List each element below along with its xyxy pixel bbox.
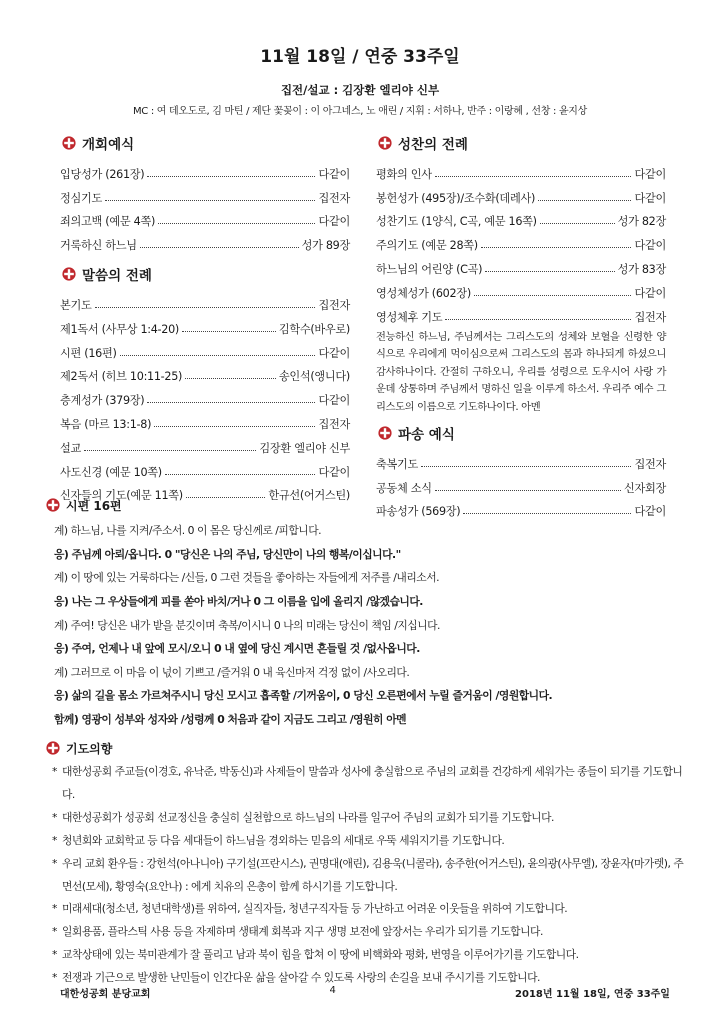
order-label: 성찬기도 (1양식, C곡, 예문 16쪽) xyxy=(376,215,537,229)
asterisk-icon: * xyxy=(52,948,57,962)
left-column xyxy=(60,128,350,503)
order-row xyxy=(60,158,350,182)
page-title: 11월 18일 / 연중 33주일 xyxy=(260,47,460,67)
order-row xyxy=(60,182,350,206)
order-value: 집전자 xyxy=(318,191,350,205)
psalm-section xyxy=(44,494,684,731)
dot-leader xyxy=(538,200,631,201)
order-row xyxy=(60,313,350,337)
psalm-verse: 응) 삶의 길을 몸소 가르쳐주시니 당신 모시고 흡족할 /기꺼움이, 0 당신 오른편에서 누릴 즐거움이 /영원합니다. xyxy=(54,689,553,703)
order-row xyxy=(60,229,350,253)
order-value: 김학수(바우로) xyxy=(278,322,350,336)
psalm-verses xyxy=(44,519,684,731)
dot-leader xyxy=(445,319,631,320)
dot-leader xyxy=(95,307,316,308)
dot-leader xyxy=(105,200,315,201)
order-row xyxy=(376,277,666,301)
order-label: 죄의고백 (예문 4쪽) xyxy=(60,215,156,229)
prayer-item xyxy=(44,761,684,807)
psalm-verse: 응) 주님께 아뢰/옵니다. 0 "당신은 나의 주님, 당신만이 나의 행복/이십니다." xyxy=(54,547,401,561)
dot-leader xyxy=(165,474,316,475)
cross-icon xyxy=(46,741,60,755)
order-label: 제2독서 (히브 10:11-25) xyxy=(60,370,183,384)
order-label: 제1독서 (사무상 1:4-20) xyxy=(60,322,179,336)
dot-leader xyxy=(147,176,315,177)
order-label: 공동체 소식 xyxy=(376,481,432,495)
order-value: 성가 82장 xyxy=(617,215,666,229)
order-value: 다같이 xyxy=(318,167,350,181)
order-value: 다같이 xyxy=(634,505,666,519)
order-label: 평화의 인사 xyxy=(376,167,432,181)
cross-icon xyxy=(378,136,392,150)
order-value: 다같이 xyxy=(634,239,666,253)
order-value: 다같이 xyxy=(634,286,666,300)
order-value: 다같이 xyxy=(318,346,350,360)
asterisk-icon: * xyxy=(52,925,57,939)
page-footer xyxy=(60,985,670,1000)
section-heading-eucharist xyxy=(378,128,666,158)
order-label: 영성체후 기도 xyxy=(376,310,443,324)
dot-leader xyxy=(485,271,614,272)
order-value: 다같이 xyxy=(634,167,666,181)
order-value: 성가 83장 xyxy=(617,262,666,276)
dot-leader xyxy=(474,295,632,296)
order-label: 하느님의 어린양 (C곡) xyxy=(376,262,483,276)
order-value: 신자회장 xyxy=(623,481,666,495)
cross-icon xyxy=(62,267,76,281)
prayer-text: 교착상태에 있는 북미관계가 잘 풀리고 남과 북이 힘을 합쳐 이 땅에 비핵화와 평화, 번영을 이루어가기를 기도합니다. xyxy=(62,948,579,962)
section-title: 파송 예식 xyxy=(398,427,455,444)
order-row xyxy=(60,384,350,408)
psalm-verse: 계) 하느님, 나를 지켜/주소서. 0 이 몸은 당신께로 /피합니다. xyxy=(54,524,322,538)
dot-leader xyxy=(154,426,315,427)
prayer-intentions-section xyxy=(44,737,684,990)
footer-date: 2018년 11월 18일, 연중 33주일 xyxy=(515,989,670,1000)
prayer-text: 우리 교회 환우들 : 강헌석(아나니아) 구기설(프란시스), 권명대(애린), 김용욱(니콜라), 송주한(어거스틴), 윤의광(사무엘), 장윤자(마가렛), 주면선(모세), 황영숙(요안나) : 에게 치유의 은총이 함께 하시기를 기도합니다. xyxy=(62,856,684,893)
word-list xyxy=(60,289,350,503)
order-value: 집전자 xyxy=(634,457,666,471)
order-label: 주의기도 (예문 28쪽) xyxy=(376,239,478,253)
eucharist-list xyxy=(376,158,666,325)
asterisk-icon: * xyxy=(52,833,57,847)
order-value: 다같이 xyxy=(318,465,350,479)
section-title: 개회예식 xyxy=(82,137,135,153)
order-label: 본기도 xyxy=(60,298,92,312)
order-row xyxy=(60,456,350,480)
psalm-verse: 응) 나는 그 우상들에게 피를 쏟아 바치/거나 0 그 이름을 입에 올리지 /않겠습니다. xyxy=(54,595,423,609)
order-row xyxy=(60,206,350,230)
dot-leader xyxy=(147,402,315,403)
prayer-item xyxy=(44,944,684,967)
order-value: 송인석(앵니다) xyxy=(278,370,350,384)
order-row xyxy=(60,289,350,313)
order-value: 집전자 xyxy=(634,310,666,324)
order-label: 층계성가 (379장) xyxy=(60,394,145,408)
dot-leader xyxy=(158,223,315,224)
cross-icon xyxy=(62,136,76,150)
dot-leader xyxy=(481,247,632,248)
order-value: 한규선(어거스틴) xyxy=(268,489,350,503)
dot-leader xyxy=(120,355,316,356)
prayer-text: 대한성공회 주교들(이경호, 유낙준, 박동신)과 사제들이 말씀과 성사에 충실함으로 주님의 교회를 건강하게 세워가는 종들이 되기를 기도합니다. xyxy=(62,765,683,801)
presider-line: 집전/설교 : 김장환 엘리야 신부 xyxy=(280,83,440,97)
order-row xyxy=(376,158,666,182)
psalm-verse: 계) 주여! 당신은 내가 받을 분깃이며 축복/이시니 0 나의 미래는 당신이 책임 /지십니다. xyxy=(54,618,440,632)
section-title: 성찬의 전례 xyxy=(398,137,468,153)
order-row xyxy=(60,408,350,432)
section-title: 기도의향 xyxy=(66,741,113,756)
order-label: 파송성가 (569장) xyxy=(376,505,461,519)
order-row xyxy=(60,361,350,385)
order-value: 성가 89장 xyxy=(301,239,350,253)
asterisk-icon: * xyxy=(52,810,57,824)
order-label: 봉헌성가 (495장)/조수화(데레사) xyxy=(376,191,536,205)
asterisk-icon: * xyxy=(52,765,57,778)
dot-leader xyxy=(182,331,276,332)
section-title: 시편 16편 xyxy=(66,498,122,513)
order-value: 다같이 xyxy=(318,394,350,408)
order-row xyxy=(376,301,666,325)
page-number: 4 xyxy=(329,985,336,996)
section-heading-prayers xyxy=(46,737,684,759)
section-title: 말씀의 전례 xyxy=(82,268,152,285)
section-heading-word xyxy=(62,259,350,289)
asterisk-icon: * xyxy=(52,902,57,916)
order-row xyxy=(376,448,666,472)
prayer-item xyxy=(44,898,684,921)
dot-leader xyxy=(140,247,299,248)
cross-icon xyxy=(378,426,392,440)
dot-leader xyxy=(540,223,615,224)
prayer-text: 미래세대(청소년, 청년대학생)를 위하여, 실직자들, 청년구직자들 등 가난하고 어려운 이웃들을 위하여 기도합니다. xyxy=(62,902,568,916)
prayer-text: 대한성공회가 성공회 선교정신을 충실히 실천함으로 하느님의 나라를 일구어 주님의 교회가 되기를 기도합니다. xyxy=(62,810,554,824)
prayer-item xyxy=(44,807,684,830)
order-value: 다같이 xyxy=(318,215,350,229)
order-label: 복음 (마르 13:1-8) xyxy=(60,417,152,431)
dot-leader xyxy=(185,378,276,379)
order-row xyxy=(376,229,666,253)
prayer-text: 청년회와 교회학교 등 다음 세대들이 하느님을 경외하는 믿음의 세대로 우뚝 세워지기를 기도합니다. xyxy=(62,833,505,847)
order-row xyxy=(376,182,666,206)
order-label: 사도신경 (예문 10쪽) xyxy=(60,465,162,479)
order-label: 신자들의 기도(예문 11쪽) xyxy=(60,489,183,503)
order-label: 설교 xyxy=(60,441,82,455)
order-value: 김장환 엘리야 신부 xyxy=(259,441,350,455)
right-column xyxy=(376,128,666,519)
opening-list xyxy=(60,158,350,253)
order-row xyxy=(60,432,350,456)
order-label: 시편 (16편) xyxy=(60,346,117,360)
prayer-item xyxy=(44,830,684,853)
order-label: 정심기도 xyxy=(60,191,103,205)
order-row xyxy=(376,472,666,496)
section-heading-opening xyxy=(62,128,350,158)
order-label: 축복기도 xyxy=(376,457,419,471)
prayer-list xyxy=(44,761,684,990)
section-heading-dismissal xyxy=(378,418,666,448)
prayer-item xyxy=(44,853,684,899)
psalm-verse: 응) 주여, 언제나 내 앞에 모시/오니 0 내 옆에 당신 계시면 흔들릴 것 /없사옵니다. xyxy=(54,642,420,656)
footer-church: 대한성공회 분당교회 xyxy=(60,989,151,1000)
order-value: 집전자 xyxy=(318,298,350,312)
psalm-verse: 계) 이 땅에 있는 거룩하다는 /신들, 0 그런 것들을 좋아하는 자들에게 저주를 /내리소서. xyxy=(54,571,440,585)
psalm-verse: 계) 그러므로 이 마음 이 넋이 기쁘고 /즐거워 0 내 육신마저 걱정 없이 /사오리다. xyxy=(54,665,410,679)
dot-leader xyxy=(421,466,631,467)
order-value: 다같이 xyxy=(634,191,666,205)
asterisk-icon: * xyxy=(52,856,57,870)
order-label: 입당성가 (261장) xyxy=(60,167,145,181)
prayer-item xyxy=(44,921,684,944)
dot-leader xyxy=(435,490,621,491)
section-heading-psalm xyxy=(46,494,684,516)
dot-leader xyxy=(84,450,256,451)
prayer-text: 전쟁과 기근으로 발생한 난민들이 인간다운 삶을 살아갈 수 있도록 사랑의 손길을 보내 주시기를 기도합니다. xyxy=(62,971,540,985)
order-value: 집전자 xyxy=(318,417,350,431)
order-row xyxy=(376,253,666,277)
dot-leader xyxy=(435,176,632,177)
order-row xyxy=(376,206,666,230)
prayer-text: 일회용품, 플라스틱 사용 등을 자제하며 생태계 회복과 지구 생명 보전에 앞장서는 우리가 되기를 기도합니다. xyxy=(62,925,543,939)
asterisk-icon: * xyxy=(52,971,57,985)
order-row xyxy=(60,337,350,361)
cross-icon xyxy=(46,498,60,512)
ministers-line: MC : 여 데오도로, 김 마틴 / 제단 꽃꽂이 : 이 아그네스, 노 애린 / 지휘 : 서하나, 반주 : 이랑혜 , 선창 : 윤지상 xyxy=(132,106,588,117)
psalm-verse: 함께) 영광이 성부와 성자와 /성령께 0 처음과 같이 지금도 그리고 /영원히 아멘 xyxy=(54,713,407,727)
order-label: 거룩하신 하느님 xyxy=(60,239,137,253)
post-communion-prayer: 전능하신 하느님, 주님께서는 그리스도의 성체와 보혈을 신령한 양식으로 우리에게 먹이심으로써 그리스도의 몸과 하나되게 하셨으니 감사하나이다. 간절히 구하오니, 우리를 성령으로 도우시어 사랑 가운데 상통하며 주님께서 명하신 일을 이루게 하소서. 우리주 예수 그리스도의 이름으로 기도하나이다. 아멘 xyxy=(376,330,666,413)
order-label: 영성체성가 (602장) xyxy=(376,286,471,300)
